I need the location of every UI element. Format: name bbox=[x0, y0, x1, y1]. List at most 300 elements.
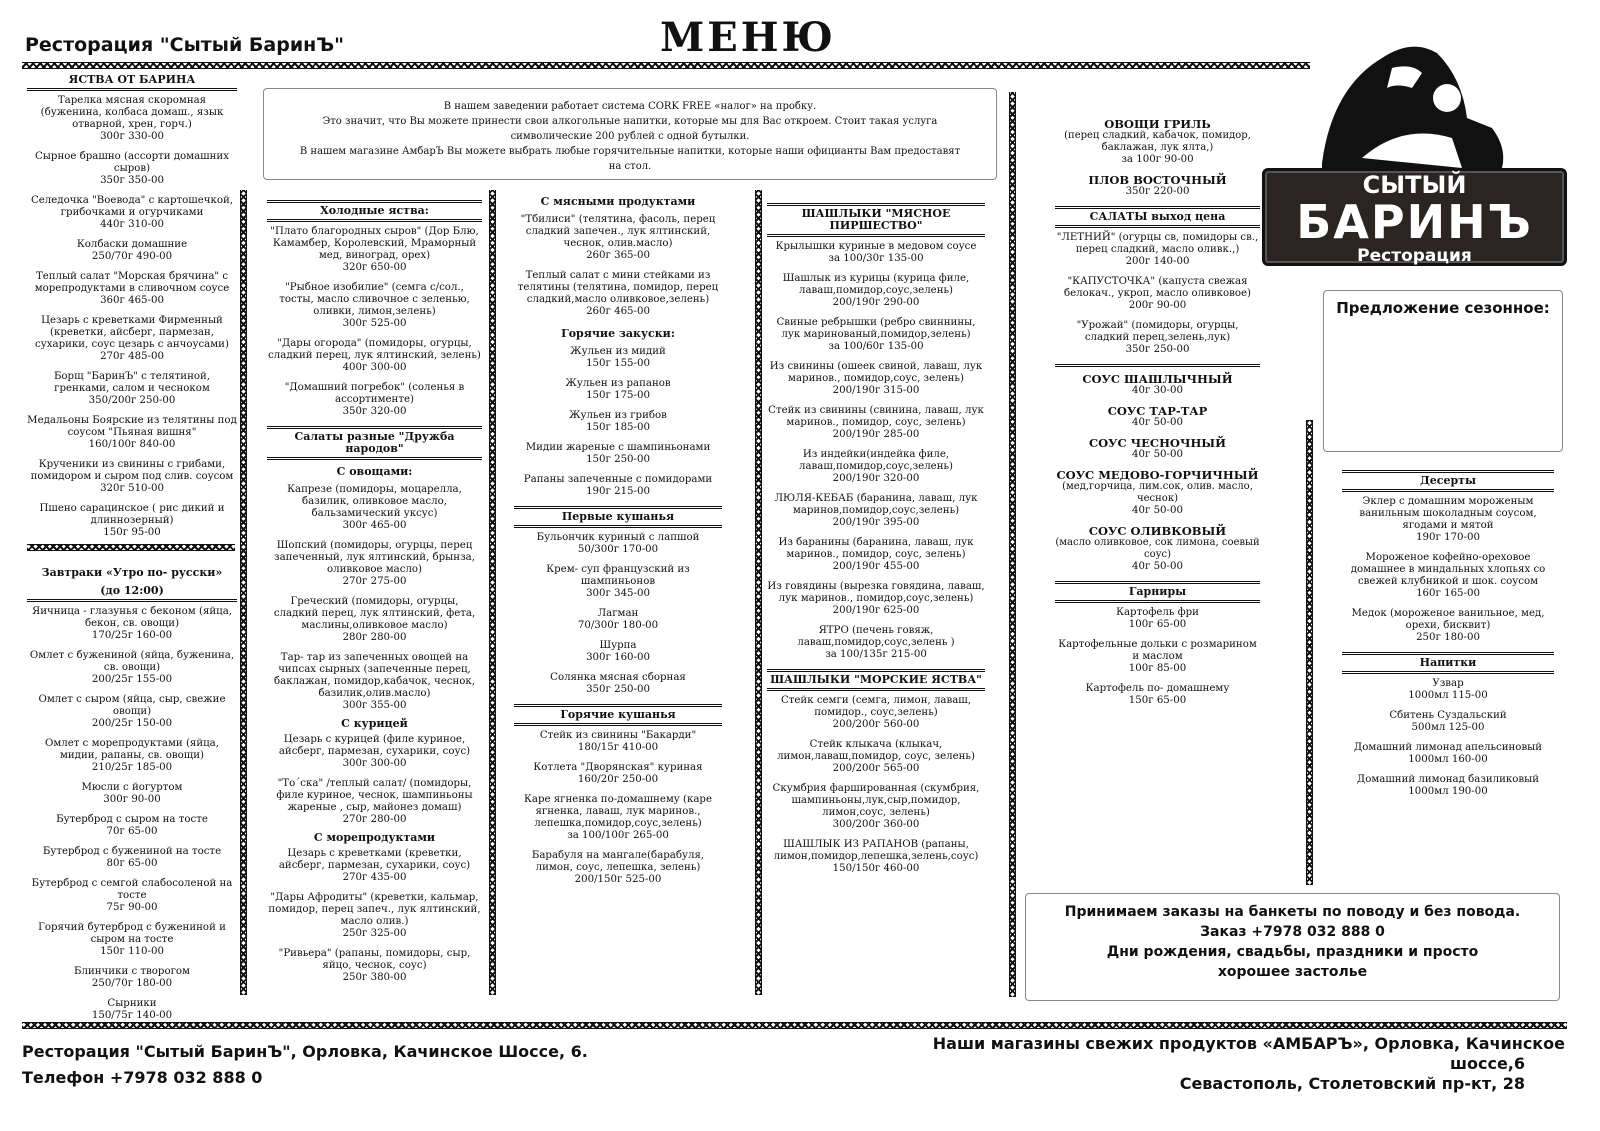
menu-item-price: 270г 435-00 bbox=[342, 872, 407, 883]
menu-item bbox=[27, 503, 237, 539]
menu-item-price: 200/200г 560-00 bbox=[832, 719, 920, 730]
banquet-line: Дни рождения, свадьбы, праздники и просто bbox=[1106, 944, 1479, 960]
banquet-box bbox=[1025, 893, 1560, 1001]
column-desserts bbox=[1342, 465, 1554, 806]
subsection-title: С мясными продуктами bbox=[540, 195, 696, 208]
menu-item-name: ПЛОВ ВОСТОЧНЫЙ bbox=[1088, 173, 1227, 187]
menu-item bbox=[514, 672, 722, 696]
menu-item-name: ЯТРО (печень говяж, лаваш,помидор,соус,зелень ) bbox=[797, 625, 955, 648]
menu-item-price: 80г 65-00 bbox=[106, 858, 158, 869]
banquet-phone: Заказ +7978 032 888 0 bbox=[1200, 924, 1385, 940]
menu-item-price: 200г 140-00 bbox=[1125, 256, 1190, 267]
menu-item-price: 300г 345-00 bbox=[586, 588, 650, 599]
menu-item-name: Бутерброд с бужениной на тосте bbox=[42, 846, 222, 857]
menu-item-name: Пшено сарацинское ( рис дикий и длиннозерный) bbox=[39, 503, 225, 526]
section-title: ШАШЛЫКИ "МЯСНОЕ ПИРШЕСТВО" bbox=[767, 203, 985, 237]
menu-item bbox=[27, 415, 237, 451]
column-divider bbox=[755, 190, 762, 995]
menu-item-price: 1000мл 190-00 bbox=[1408, 786, 1488, 797]
section-title: САЛАТЫ выход цена bbox=[1055, 206, 1260, 228]
menu-item-name: Сырники bbox=[107, 998, 157, 1009]
menu-item bbox=[1055, 373, 1260, 397]
menu-item bbox=[267, 484, 482, 532]
menu-item bbox=[267, 652, 482, 712]
menu-item-name: Стейк клыкача (клыкач, лимон,лаваш,помидор, соус, зелень) bbox=[777, 739, 975, 762]
menu-item-price: 350г 250-00 bbox=[586, 684, 650, 695]
menu-item-name: СОУС ЧЕСНОЧНЫЙ bbox=[1088, 436, 1226, 450]
menu-item-name: Барабуля на мангале(барабуля, лимон, соус, лепешка, зелень) bbox=[531, 850, 705, 873]
menu-item-name: Узвар bbox=[1432, 678, 1464, 689]
menu-item-name: Горячий бутерброд с бужениной и сыром на тосте bbox=[38, 922, 226, 945]
menu-item bbox=[1342, 552, 1554, 600]
column-divider bbox=[489, 190, 496, 995]
menu-item-name: Шурпа bbox=[599, 640, 637, 651]
menu-item-price: 270г 485-00 bbox=[100, 351, 164, 362]
menu-item-name: "Рыбное изобилие" (семга с/сол., тосты, масло сливочное с зеленью, оливки, лимон,зелень) bbox=[279, 282, 470, 317]
menu-item bbox=[1055, 320, 1260, 356]
menu-item-name: Домашний лимонад апельсиновый bbox=[1353, 742, 1543, 753]
menu-item bbox=[514, 608, 722, 632]
menu-item-name: Крылышки куриные в медовом соусе bbox=[775, 241, 977, 252]
menu-item-name: Шопский (помидоры, огурцы, перец запеченный, лук ялтинский, брынза, оливковое масло) bbox=[274, 540, 475, 575]
menu-item bbox=[767, 493, 985, 529]
menu-item-price: 350г 350-00 bbox=[100, 175, 164, 186]
menu-item bbox=[767, 783, 985, 831]
menu-item-name: "Урожай" (помидоры, огурцы, сладкий перец,зелень,лук) bbox=[1076, 320, 1239, 343]
menu-item-name: "Дары огорода" (помидоры, огурцы, сладкий перец, лук ялтинский, зелень) bbox=[268, 338, 481, 361]
menu-item-price: 150г 250-00 bbox=[586, 454, 650, 465]
menu-item bbox=[767, 449, 985, 485]
menu-item-price: 400г 300-00 bbox=[342, 362, 407, 373]
menu-item-name: Котлета "Дворянская" куриная bbox=[533, 762, 703, 773]
menu-item-name: Цезарь с креветками (креветки, айсберг, пармезан, сухарики, соус) bbox=[278, 848, 471, 871]
menu-item-name: Картофель фри bbox=[1116, 607, 1199, 618]
menu-item-name: Сбитень Суздальский bbox=[1389, 710, 1507, 721]
menu-item-price: 200/190г 315-00 bbox=[832, 385, 920, 396]
menu-item bbox=[1055, 639, 1260, 675]
menu-item-price: 300г 465-00 bbox=[342, 520, 407, 531]
menu-item bbox=[27, 95, 237, 143]
menu-item bbox=[1342, 710, 1554, 734]
menu-item-name: Борщ "БаринЪ" с телятиной, гренками, салом и чесноком bbox=[53, 371, 211, 394]
menu-item bbox=[514, 564, 722, 600]
menu-item bbox=[27, 846, 237, 870]
menu-item bbox=[267, 540, 482, 588]
menu-item-description: (мед,горчица, лим.сок, олив. масло, чеснок) bbox=[1062, 481, 1253, 504]
menu-item-name: Жульен из мидий bbox=[570, 346, 666, 357]
menu-item-name: Омлет с сыром (яйца, сыр, свежие овощи) bbox=[38, 694, 226, 717]
menu-item bbox=[27, 814, 237, 838]
menu-item-price: 250г 325-00 bbox=[342, 928, 407, 939]
menu-item-price: 160г 165-00 bbox=[1416, 588, 1480, 599]
menu-item bbox=[767, 537, 985, 573]
menu-item bbox=[1342, 742, 1554, 766]
menu-item bbox=[1055, 232, 1260, 268]
menu-item-name: Лагман bbox=[597, 608, 639, 619]
menu-item-price: 100г 85-00 bbox=[1128, 663, 1187, 674]
menu-item-name: Мидии жареные с шампиньонами bbox=[525, 442, 711, 453]
menu-item-price: 270г 280-00 bbox=[342, 814, 407, 825]
menu-item bbox=[514, 794, 722, 842]
menu-item-price: 250/70г 490-00 bbox=[91, 251, 173, 262]
notice-line: символические 200 рублей с одной бутылки. bbox=[510, 131, 750, 142]
menu-item-price: 300г 355-00 bbox=[342, 700, 407, 711]
menu-item-description: (масло оливковое, сок лимона, соевый соус) bbox=[1055, 537, 1260, 560]
menu-item-price: 260г 465-00 bbox=[586, 306, 650, 317]
menu-item-name: ОВОЩИ ГРИЛЬ bbox=[1104, 117, 1211, 131]
menu-item-name: Бутерброд с сыром на тосте bbox=[56, 814, 208, 825]
menu-item-name: Рапаны запеченные с помидорами bbox=[523, 474, 713, 485]
menu-item bbox=[1055, 118, 1260, 166]
menu-item-name: Медок (мороженое ванильное, мед, орехи, бисквит) bbox=[1351, 608, 1545, 631]
menu-item bbox=[267, 338, 482, 374]
menu-item-price: 300г 525-00 bbox=[342, 318, 407, 329]
menu-item-price: 150г 95-00 bbox=[103, 527, 161, 538]
notice-line: В нашем магазине АмбарЪ Вы можете выбрать любые горячительные напитки, которые наши официанты Вам предоставят bbox=[299, 146, 961, 157]
menu-item-name: Цезарь с креветками Фирменный (креветки, айсберг, пармезан, сухарики, соус цезарь с анчоусами) bbox=[35, 315, 229, 350]
menu-item-name: "Ривьера" (рапаны, помидоры, сыр, яйцо, чеснок, соус) bbox=[278, 948, 471, 971]
menu-item-name: Блинчики с творогом bbox=[74, 966, 190, 977]
column-yastva bbox=[27, 72, 237, 1030]
menu-item-name: СОУС МЕДОВО-ГОРЧИЧНЫЙ bbox=[1056, 468, 1259, 482]
menu-item-name: Из индейки(индейка филе, лаваш,помидор,соус,зелень) bbox=[798, 449, 954, 472]
column-shashlik bbox=[767, 198, 985, 883]
menu-item-name: Омлет с морепродуктами (яйца, мидии, рапаны, св. овощи) bbox=[45, 738, 219, 761]
menu-item bbox=[514, 474, 722, 498]
menu-item-name: "Домашний погребок" (соленья в ассортименте) bbox=[284, 382, 465, 405]
menu-item-name: "Дары Афродиты" (креветки, кальмар, помидор, перец запеч., лук ялтинский, масло олив.) bbox=[268, 892, 481, 927]
logo-line1: СЫТЫЙ bbox=[1362, 171, 1467, 199]
menu-item-name: Стейк из свинины "Бакарди" bbox=[539, 730, 697, 741]
logo bbox=[1262, 28, 1567, 283]
menu-item bbox=[514, 762, 722, 786]
menu-item-price: 160/100г 840-00 bbox=[88, 439, 176, 450]
menu-item bbox=[767, 405, 985, 441]
menu-item bbox=[767, 625, 985, 661]
menu-item-price: 150г 175-00 bbox=[586, 390, 650, 401]
logo-line3: Ресторация bbox=[1357, 246, 1472, 266]
menu-item bbox=[1055, 607, 1260, 631]
column-divider bbox=[240, 190, 247, 995]
menu-item-price: 250/70г 180-00 bbox=[91, 978, 173, 989]
menu-item-price: 320г 510-00 bbox=[100, 483, 164, 494]
menu-item-price: 1000мл 160-00 bbox=[1408, 754, 1488, 765]
menu-item bbox=[267, 892, 482, 940]
menu-item bbox=[514, 378, 722, 402]
menu-item bbox=[27, 371, 237, 407]
menu-item bbox=[767, 695, 985, 731]
menu-item bbox=[267, 848, 482, 884]
menu-item bbox=[267, 734, 482, 770]
menu-item-price: 200/190г 320-00 bbox=[832, 473, 920, 484]
footer-phone: Телефон +7978 032 888 0 bbox=[22, 1068, 263, 1087]
menu-item-price: 200/200г 565-00 bbox=[832, 763, 920, 774]
menu-item-price: 360г 465-00 bbox=[100, 295, 164, 306]
menu-item bbox=[27, 966, 237, 990]
menu-item bbox=[27, 650, 237, 686]
menu-item-name: "КАПУСТОЧКА" (капуста свежая белокач., укроп, масло оливковое) bbox=[1064, 276, 1251, 299]
top-divider bbox=[22, 62, 1310, 69]
menu-item-price: 300г 90-00 bbox=[103, 794, 161, 805]
menu-item-price: 170/25г 160-00 bbox=[91, 630, 173, 641]
menu-item-price: 200/25г 150-00 bbox=[91, 718, 173, 729]
subsection-title: С морепродуктами bbox=[313, 831, 436, 844]
menu-item-price: за 100/30г 135-00 bbox=[828, 253, 924, 264]
menu-item bbox=[27, 922, 237, 958]
menu-item bbox=[767, 273, 985, 309]
menu-item-price: 160/20г 250-00 bbox=[577, 774, 659, 785]
menu-item-price: 200/190г 285-00 bbox=[832, 429, 920, 440]
column-grill bbox=[1055, 118, 1260, 715]
menu-item bbox=[767, 241, 985, 265]
menu-item-price: 190г 215-00 bbox=[586, 486, 650, 497]
menu-item-price: за 100/135г 215-00 bbox=[825, 649, 927, 660]
menu-item-name: Каре ягненка по-домашнему (каре ягненка, лаваш, лук маринов., лепешка,помидор,соус,зелень) bbox=[524, 794, 712, 829]
menu-item-price: 1000мл 115-00 bbox=[1408, 690, 1488, 701]
menu-item bbox=[514, 850, 722, 886]
menu-item-price: 320г 650-00 bbox=[342, 262, 407, 273]
menu-item-price: за 100/100г 265-00 bbox=[567, 830, 669, 841]
menu-item-name: Бутерброд с семгой слабосоленой на тосте bbox=[31, 878, 233, 901]
menu-item-name: Греческий (помидоры, огурцы, сладкий перец, лук ялтинский, фета, маслины,оливковое масло) bbox=[273, 596, 476, 631]
breakfast-time: (до 12:00) bbox=[27, 583, 237, 602]
menu-item-price: 40г 50-00 bbox=[1132, 449, 1183, 460]
menu-item bbox=[27, 738, 237, 774]
menu-item-price: 200/190г 455-00 bbox=[832, 561, 920, 572]
section-title: Горячие кушанья bbox=[514, 704, 722, 726]
menu-item-price: 150г 110-00 bbox=[100, 946, 164, 957]
menu-item bbox=[767, 739, 985, 775]
menu-title: МЕНЮ bbox=[660, 14, 837, 61]
menu-item-price: 350г 320-00 bbox=[342, 406, 407, 417]
menu-item bbox=[514, 730, 722, 754]
menu-item-name: ШАШЛЫК ИЗ РАПАНОВ (рапаны, лимон,помидор,лепешка,зелень,соус) bbox=[773, 839, 979, 862]
menu-item-price: 70/300г 180-00 bbox=[577, 620, 659, 631]
menu-item-price: 260г 365-00 bbox=[586, 250, 650, 261]
menu-item bbox=[27, 694, 237, 730]
menu-item-price: за 100/60г 135-00 bbox=[828, 341, 924, 352]
section-title: Напитки bbox=[1342, 652, 1554, 674]
section-title: Холодные яства: bbox=[267, 200, 482, 222]
menu-item-price: 300/200г 360-00 bbox=[832, 819, 920, 830]
section-title: ЯСТВА ОТ БАРИНА bbox=[27, 72, 237, 91]
menu-item-price: 150г 185-00 bbox=[586, 422, 650, 433]
menu-item-name: Бульончик куриный с лапшой bbox=[536, 532, 700, 543]
section-title: Гарниры bbox=[1055, 581, 1260, 603]
logo-line2: БАРИНЪ bbox=[1296, 195, 1533, 249]
menu-item-price: 200/190г 625-00 bbox=[832, 605, 920, 616]
menu-item bbox=[767, 839, 985, 875]
menu-item bbox=[27, 315, 237, 363]
menu-item bbox=[514, 640, 722, 664]
menu-item-name: Жульен из грибов bbox=[569, 410, 667, 421]
menu-item-name: Тар- тар из запеченных овощей на чипсах сырных (запеченные перец, баклажан, помидор,кабачок, чеснок, базилик,олив.масло) bbox=[274, 652, 475, 699]
menu-item-name: Картофель по- домашнему bbox=[1085, 683, 1230, 694]
menu-item-price: 250г 380-00 bbox=[342, 972, 407, 983]
menu-item-price: 200/190г 395-00 bbox=[832, 517, 920, 528]
menu-item-name: Жульен из рапанов bbox=[565, 378, 671, 389]
menu-item bbox=[514, 442, 722, 466]
menu-item-price: 50/300г 170-00 bbox=[577, 544, 659, 555]
menu-item-price: 300г 300-00 bbox=[342, 758, 407, 769]
menu-item bbox=[267, 948, 482, 984]
menu-item-price: 40г 50-00 bbox=[1132, 417, 1183, 428]
menu-item bbox=[514, 346, 722, 370]
menu-item bbox=[1055, 276, 1260, 312]
restaurant-name: Ресторация "Сытый БаринЪ" bbox=[25, 34, 345, 56]
menu-item-price: 40г 30-00 bbox=[1132, 385, 1183, 396]
menu-item-name: Крем- суп французский из шампиньонов bbox=[546, 564, 690, 587]
seasonal-box bbox=[1323, 290, 1563, 452]
menu-item-name: СОУС ОЛИВКОВЫЙ bbox=[1088, 524, 1227, 538]
menu-item bbox=[1055, 437, 1260, 461]
column-hot bbox=[514, 190, 722, 894]
menu-item bbox=[767, 317, 985, 353]
menu-item bbox=[1342, 496, 1554, 544]
menu-item-price: 150/75г 140-00 bbox=[91, 1010, 173, 1021]
menu-item bbox=[27, 782, 237, 806]
menu-item-name: "Плато благородных сыров" (Дор Блю, Камамбер, Королевский, Мраморный мед, виноград, орех) bbox=[270, 226, 479, 261]
menu-item bbox=[27, 998, 237, 1022]
menu-item-name: Стейк семги (семга, лимон, лаваш, помидор., соус,зелень) bbox=[780, 695, 972, 718]
menu-item-price: 100г 65-00 bbox=[1128, 619, 1187, 630]
bottom-divider bbox=[22, 1022, 1567, 1029]
menu-item-price: 500мл 125-00 bbox=[1411, 722, 1485, 733]
menu-item-name: "То´ска" /теплый салат/ (помидоры, филе куриное, чеснок, шампиньоны жареные , сыр, майонез домаш) bbox=[276, 778, 473, 813]
menu-item-price: 440г 310-00 bbox=[100, 219, 164, 230]
section-title: ШАШЛЫКИ "МОРСКИЕ ЯСТВА" bbox=[767, 669, 985, 691]
menu-item-name: Солянка мясная сборная bbox=[550, 672, 686, 683]
menu-item-name: Крученики из свинины с грибами, помидором и сыром под слив. соусом bbox=[30, 459, 234, 482]
notice-line: В нашем заведении работает система CORK FREE «налог» на пробку. bbox=[443, 101, 817, 112]
menu-item bbox=[1342, 678, 1554, 702]
menu-item-price: за 100г 90-00 bbox=[1121, 154, 1194, 165]
menu-item bbox=[1055, 469, 1260, 517]
menu-item-price: 280г 280-00 bbox=[342, 632, 407, 643]
menu-item-price: 350/200г 250-00 bbox=[88, 395, 176, 406]
banquet-line: Принимаем заказы на банкеты по поводу и без повода. bbox=[1064, 904, 1521, 920]
menu-item-price: 75г 90-00 bbox=[106, 902, 158, 913]
menu-item bbox=[27, 606, 237, 642]
menu-item-name: Сырное брашно (ассорти домашних сыров) bbox=[35, 151, 229, 174]
column-divider bbox=[1306, 420, 1313, 885]
menu-item-name: Тарелка мясная скоромная (буженина, колбаса домаш., язык отварной, хрен, горч.) bbox=[40, 95, 224, 130]
menu-item-name: СОУС ШАШЛЫЧНЫЙ bbox=[1082, 372, 1233, 386]
menu-item-name: Теплый салат "Морская брячина" с морепродуктами в сливочном соусе bbox=[34, 271, 230, 294]
menu-item-name: Цезарь с курицей (филе куриное, айсберг, пармезан, сухарики, соус) bbox=[278, 734, 471, 757]
menu-item-price: 190г 170-00 bbox=[1416, 532, 1480, 543]
menu-item-price: 350г 220-00 bbox=[1125, 186, 1190, 197]
menu-item bbox=[514, 214, 722, 262]
banquet-line: хорошее застолье bbox=[1217, 964, 1368, 980]
subsection-title: С курицей bbox=[341, 717, 408, 730]
menu-item bbox=[767, 361, 985, 397]
section-title: Завтраки «Утро по- русски» bbox=[41, 566, 223, 579]
menu-item-price: 350г 250-00 bbox=[1125, 344, 1190, 355]
menu-item bbox=[267, 382, 482, 418]
menu-item-price: 150г 155-00 bbox=[586, 358, 650, 369]
menu-item-name: Из говядины (вырезка говядина, лаваш, лук маринов., помидор,соус,зелень) bbox=[767, 581, 985, 604]
menu-item-name: Медальоны Боярские из телятины под соусом "Пьяная вишня" bbox=[27, 415, 237, 438]
menu-item-price: 300г 160-00 bbox=[586, 652, 650, 663]
menu-item-name: ЛЮЛЯ-КЕБАБ (баранина, лаваш, лук маринов,помидор,соус,зелень) bbox=[774, 493, 978, 516]
menu-item-name: Эклер с домашним мороженым ванильным шоколадным соусом, ягодами и мятой bbox=[1359, 496, 1537, 531]
menu-item bbox=[1055, 683, 1260, 707]
footer-shops: Наши магазины свежих продуктов «АМБАРЪ», Орловка, Качинское bbox=[932, 1034, 1565, 1053]
footer-shops-2: шоссе,6 bbox=[1449, 1054, 1525, 1073]
menu-item-price: 70г 65-00 bbox=[106, 826, 158, 837]
menu-item-name: Омлет с бужениной (яйца, буженина, св. овощи) bbox=[29, 650, 235, 673]
menu-item-name: Яичница - глазунья с беконом (яйца, бекон, св. овощи) bbox=[31, 606, 233, 629]
section-title: Первые кушанья bbox=[514, 506, 722, 528]
menu-item-price: 270г 275-00 bbox=[342, 576, 407, 587]
subsection-title: С овощами: bbox=[336, 465, 413, 478]
section-title: Салаты разные "Дружба народов" bbox=[267, 426, 482, 460]
menu-item-description: (перец сладкий, кабачок, помидор, баклажан, лук ялта,) bbox=[1064, 130, 1251, 153]
menu-item-name: Колбаски домашние bbox=[76, 239, 188, 250]
menu-item bbox=[267, 282, 482, 330]
menu-item-price: 200/25г 155-00 bbox=[91, 674, 173, 685]
notice-line: Это значит, что Вы можете принести свои алкогольные напитки, которые мы для Вас откроем. Стоит такая услуга bbox=[322, 116, 938, 127]
subsection-title: Горячие закуски: bbox=[561, 327, 675, 340]
menu-item-price: 210/25г 185-00 bbox=[91, 762, 173, 773]
menu-item-price: 150/150г 460-00 bbox=[832, 863, 920, 874]
menu-item-name: "Тбилиси" (телятина, фасоль, перец сладкий запечен., лук ялтинский, чеснок, олив.масло) bbox=[520, 214, 716, 249]
menu-item-price: 40г 50-00 bbox=[1132, 505, 1183, 516]
menu-item-price: 200/150г 525-00 bbox=[574, 874, 662, 885]
menu-item-name: "ЛЕТНИЙ" (огурцы св, помидоры св., перец сладкий, масло оливк.,) bbox=[1056, 232, 1259, 255]
column-cold bbox=[267, 195, 482, 992]
menu-item bbox=[267, 596, 482, 644]
menu-item-name: СОУС ТАР-ТАР bbox=[1107, 404, 1208, 418]
menu-item-name: Свиные ребрышки (ребро свиннины, лук маринованый,помидор,зелень) bbox=[776, 317, 976, 340]
menu-item-price: 250г 180-00 bbox=[1416, 632, 1480, 643]
menu-item bbox=[27, 195, 237, 231]
menu-item-price: 40г 50-00 bbox=[1132, 561, 1183, 572]
menu-item-name: Скумбрия фаршированная (скумбрия, шампиньоны,лук,сыр,помидор, лимон,соус, зелень) bbox=[772, 783, 980, 818]
menu-item-name: Селедочка "Воевода" с картошечкой, грибочками и огурчиками bbox=[30, 195, 234, 218]
menu-item-name: Капрезе (помидоры, моцарелла, базилик, оливковое масло, бальзамический уксус) bbox=[287, 484, 462, 519]
menu-item bbox=[267, 778, 482, 826]
menu-item-price: 180/15г 410-00 bbox=[577, 742, 659, 753]
menu-item-name: Из свинины (ошеек свиной, лаваш, лук маринов., помидор,соус, зелень) bbox=[769, 361, 983, 384]
menu-item bbox=[27, 878, 237, 914]
menu-item bbox=[767, 581, 985, 617]
menu-item bbox=[1055, 405, 1260, 429]
menu-item-name: Картофельные дольки с розмарином и маслом bbox=[1058, 639, 1257, 662]
menu-item-name: Теплый салат с мини стейками из телятины (телятина, помидор, перец сладкий,масло оливковое,зелень) bbox=[517, 270, 719, 305]
cork-free-notice bbox=[263, 88, 997, 180]
seasonal-title: Предложение сезонное: bbox=[1336, 299, 1550, 317]
menu-item bbox=[1055, 174, 1260, 198]
menu-item bbox=[514, 270, 722, 318]
menu-item bbox=[514, 410, 722, 434]
menu-item bbox=[27, 151, 237, 187]
menu-item-name: Из баранины (баранина, лаваш, лук маринов., помидор, соус, зелень) bbox=[778, 537, 974, 560]
menu-item-price: 200/190г 290-00 bbox=[832, 297, 920, 308]
menu-item bbox=[27, 239, 237, 263]
menu-item-price: 150г 65-00 bbox=[1128, 695, 1187, 706]
section-title: Десерты bbox=[1342, 470, 1554, 492]
menu-item-name: Мороженое кофейно-ореховое домашнее в миндальных хлопьях со свежей клубникой и шок. соусом bbox=[1350, 552, 1546, 587]
footer-shops-3: Севастополь, Столетовский пр-кт, 28 bbox=[1179, 1074, 1525, 1093]
menu-item bbox=[27, 271, 237, 307]
menu-item bbox=[1342, 774, 1554, 798]
menu-item-price: 300г 330-00 bbox=[100, 131, 164, 142]
notice-line: на стол. bbox=[608, 161, 652, 172]
column-divider bbox=[1009, 92, 1016, 997]
menu-item bbox=[514, 532, 722, 556]
